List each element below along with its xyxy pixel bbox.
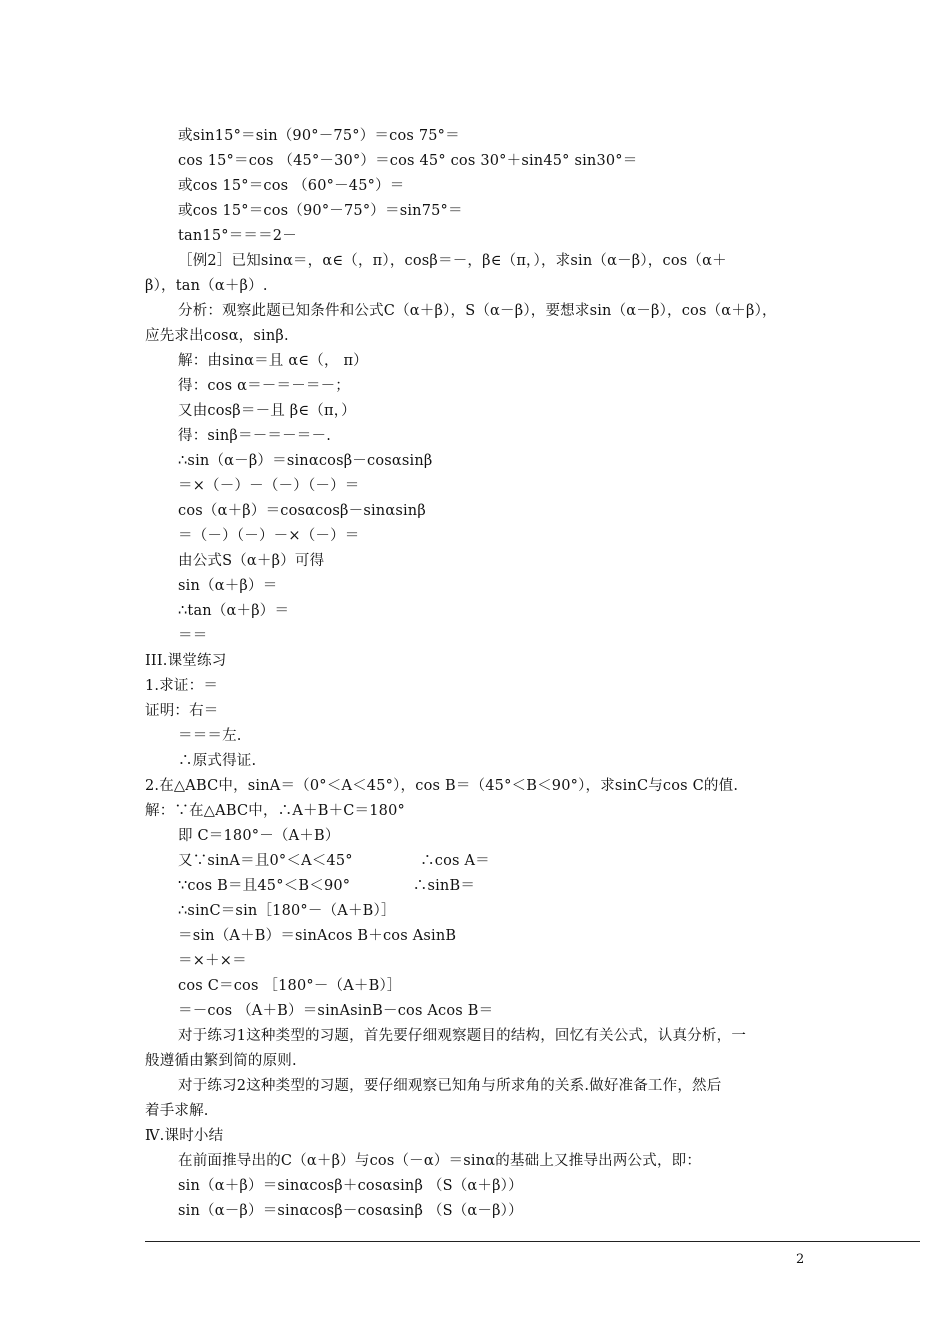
page-number: 2 [796,1252,805,1267]
footer-divider [145,1241,920,1242]
text-line: tan15°＝＝＝2－ [178,228,297,244]
text-line: ＝－cos （A＋B）＝sinAsinB－cos Acos B＝ [178,1003,494,1019]
text-line: ∴sinC＝sin［180°－（A＋B）］ [178,903,396,919]
text-line: 或cos 15°＝cos（90°－75°）＝sin75°＝ [178,203,463,219]
text-line: ＝（－）（－）－×（－）＝ [178,528,360,544]
text-line: 着手求解. [145,1103,209,1119]
text-line: 对于练习2这种类型的习题，要仔细观察已知角与所求角的关系.做好准备工作，然后 [178,1078,722,1094]
text-line: ∴原式得证. [178,753,257,769]
text-line: cos C＝cos ［180°－（A＋B）］ [178,978,402,994]
text-line: ∵cos B＝且45°＜B＜90° ∴sinB＝ [178,878,476,894]
text-line: 即 C＝180°－（A＋B） [178,828,340,844]
text-line: ＝×＋×＝ [178,953,247,969]
text-line: 解：∵在△ABC中，∴A＋B＋C＝180° [145,803,405,819]
text-line: 般遵循由繁到简的原则. [145,1053,297,1069]
section-heading: III.课堂练习 [145,653,227,669]
text-line: 得：sinβ＝－＝－＝－. [178,428,332,444]
text-line: 又∵sinA＝且0°＜A＜45° ∴cos A＝ [178,853,490,869]
example-heading: ［例2］已知sinα＝，α∈（，π），cosβ＝－，β∈（π，），求sin（α－β），cos（α＋ [178,253,727,269]
text-line: ＝×（－）－（－）（－）＝ [178,478,360,494]
text-line: cos 15°＝cos （45°－30°）＝cos 45° cos 30°＋sin45° sin30°＝ [178,153,638,169]
text-line: 由公式S（α＋β）可得 [178,553,325,569]
text-line: ＝＝ [178,628,208,644]
formula-line: sin（α＋β）＝sinαcosβ＋cosαsinβ （S（α＋β）） [178,1178,523,1194]
text-line: 应先求出cosα，sinβ. [145,328,289,344]
analysis-line: 分析：观察此题已知条件和公式C（α＋β），S（α－β），要想求sin（α－β），cos（α＋β）， [178,303,777,319]
exercise-line: 2.在△ABC中，sinA＝（0°＜A＜45°），cos B＝（45°＜B＜90°），求sinC与cos C的值. [145,778,739,794]
text-line: ∴sin（α－β）＝sinαcosβ－cosαsinβ [178,453,433,469]
text-line: ＝sin（A＋B）＝sinAcos B＋cos AsinB [178,928,457,944]
text-line: ＝＝＝左. [178,728,242,744]
solution-line: 解：由sinα＝且 α∈（， π） [178,353,368,369]
text-line: 或cos 15°＝cos （60°－45°）＝ [178,178,405,194]
text-line: 在前面推导出的C（α＋β）与cos（－α）＝sinα的基础上又推导出两公式，即： [178,1153,702,1169]
text-line: ∴tan（α＋β）＝ [178,603,290,619]
text-line: 又由cosβ＝－且 β∈（π，） [178,403,356,419]
text-line: 对于练习1这种类型的习题，首先要仔细观察题目的结构，回忆有关公式，认真分析，一 [178,1028,747,1044]
exercise-line: 1.求证：＝ [145,678,219,694]
text-line: cos（α＋β）＝cosαcosβ－sinαsinβ [178,503,426,519]
text-line: 得：cos α＝－＝－＝－； [178,378,350,394]
text-line: sin（α＋β）＝ [178,578,278,594]
section-heading: Ⅳ.课时小结 [145,1128,224,1144]
text-line: 或sin15°＝sin（90°－75°）＝cos 75°＝ [178,128,460,144]
text-line: β），tan（α＋β）. [145,278,268,294]
formula-line: sin（α－β）＝sinαcosβ－cosαsinβ （S（α－β）） [178,1203,523,1219]
text-line: 证明：右＝ [145,703,219,719]
